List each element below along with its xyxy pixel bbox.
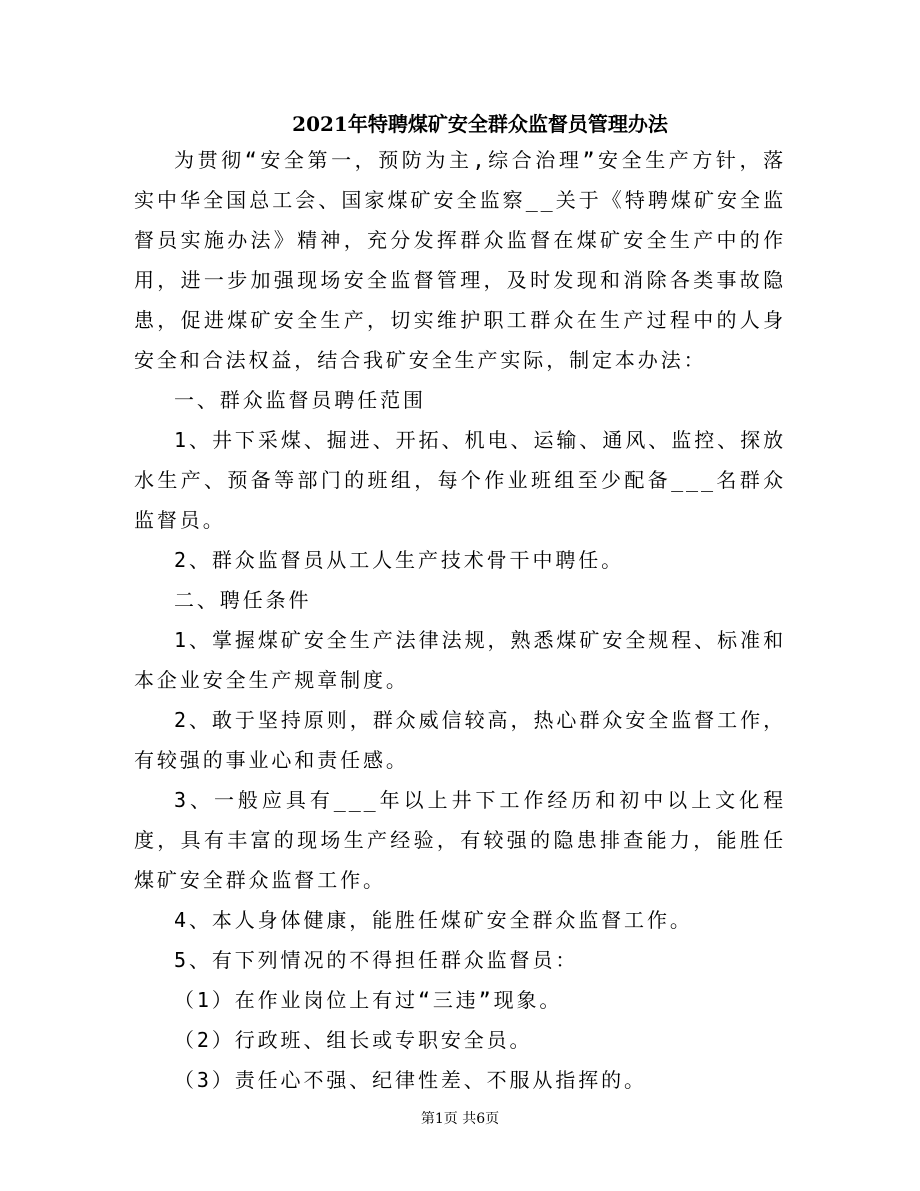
paragraph-condition-3: 3、一般应具有___年以上井下工作经历和初中以上文化程度，具有丰富的现场生产经验，有较强的隐患排查能力，能胜任煤矿安全群众监督工作。 xyxy=(134,788,786,892)
list-item-exclusion-2: （2）行政班、组长或专职安全员。 xyxy=(174,1028,533,1052)
paragraph-intro: 为贯彻“安全第一，预防为主,综合治理”安全生产方针，落实中华全国总工会、国家煤矿安全监察__关于《特聘煤矿安全监督员实施办法》精神，充分发挥群众监督在煤矿安全生产中的作用，进一步加强现场安全监督管理，及时发现和消除各类事故隐患，促进煤矿安全生产，切实维护职工群众在生产过程中的人身安全和合法权益，结合我矿安全生产实际，制定本办法： xyxy=(134,148,786,372)
list-item-exclusion-1: （1）在作业岗位上有过“三违”现象。 xyxy=(174,988,563,1012)
page-number-footer: 第1页 共6页 xyxy=(420,1111,500,1127)
section-heading-conditions: 二、聘任条件 xyxy=(174,588,312,612)
paragraph-scope-1: 1、井下采煤、掘进、开拓、机电、运输、通风、监控、探放水生产、预备等部门的班组，每个作业班组至少配备___名群众监督员。 xyxy=(134,428,786,532)
paragraph-condition-4: 4、本人身体健康，能胜任煤矿安全群众监督工作。 xyxy=(174,908,693,932)
paragraph-condition-1: 1、掌握煤矿安全生产法律法规，熟悉煤矿安全规程、标准和本企业安全生产规章制度。 xyxy=(134,628,786,692)
paragraph-scope-2: 2、群众监督员从工人生产技术骨干中聘任。 xyxy=(174,548,625,572)
paragraph-condition-5: 5、有下列情况的不得担任群众监督员： xyxy=(174,948,579,972)
paragraph-condition-2: 2、敢于坚持原则，群众威信较高，热心群众安全监督工作，有较强的事业心和责任感。 xyxy=(134,708,786,772)
document-title: 2021年特聘煤矿安全群众监督员管理办法 xyxy=(292,112,668,136)
section-heading-scope: 一、群众监督员聘任范围 xyxy=(174,388,426,412)
document-body xyxy=(134,140,786,1100)
list-item-exclusion-3: （3）责任心不强、纪律性差、不服从指挥的。 xyxy=(174,1068,647,1092)
